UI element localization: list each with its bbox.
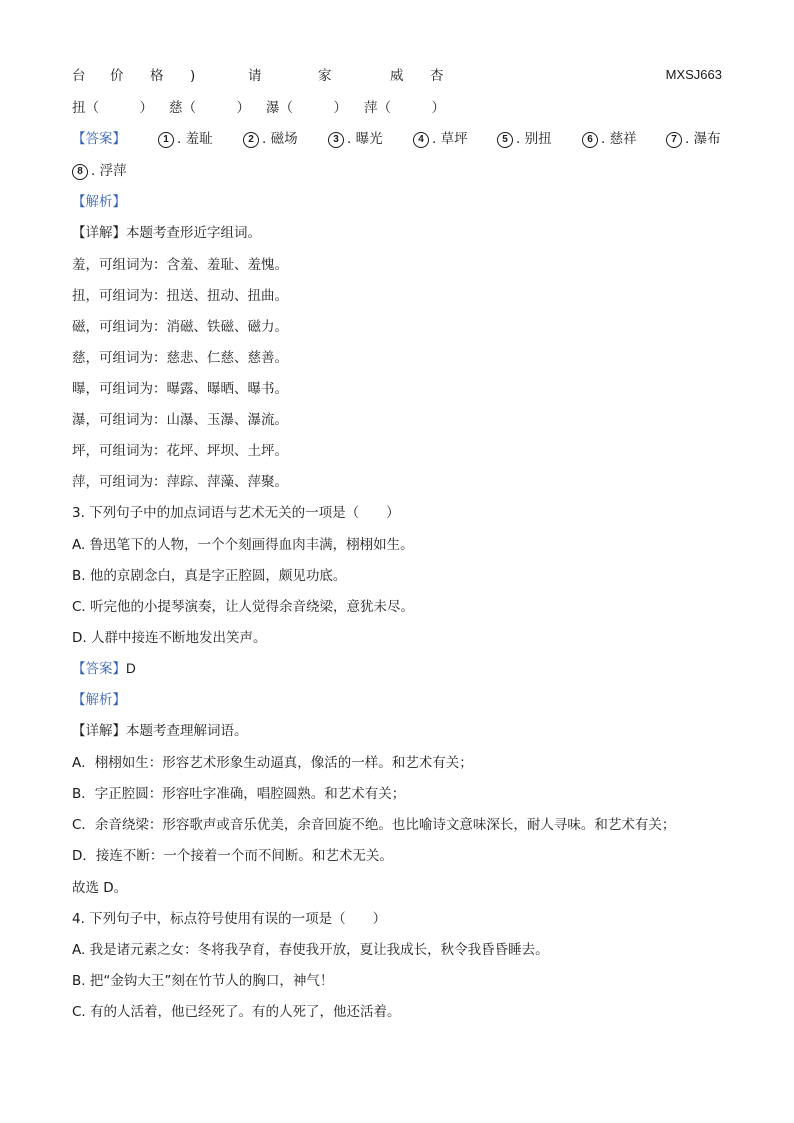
answer-item (328, 130, 383, 148)
answer-item (497, 130, 552, 148)
answer-item (243, 130, 298, 148)
answer-item (666, 130, 721, 148)
fill-blank-item: 萍（ ） (364, 100, 445, 116)
header-char: 杏 (430, 68, 444, 84)
option-b: B. 他的京剧念白，真是字正腔圆，颇见功底。 (72, 568, 347, 584)
answer-text: . 慈祥 (601, 131, 637, 147)
analysis-tag: 【解析】 (72, 692, 126, 708)
word-group-line: 羞，可组词为：含羞、羞耻、羞愧。 (72, 257, 288, 273)
detail-line: A．栩栩如生：形容艺术形象生动逼真，像活的一样。和艺术有关； (72, 755, 473, 771)
answer-item (158, 130, 213, 148)
circled-number: 1 (158, 132, 174, 148)
option-c: C. 听完他的小提琴演奏，让人觉得余音绕梁，意犹未尽。 (72, 599, 415, 615)
circled-number: 2 (243, 132, 259, 148)
circled-number: 6 (582, 132, 598, 148)
answer-item (582, 130, 637, 148)
answer-tag: 【答案】 (72, 661, 126, 677)
fill-blank-item: 瀑（ ） (266, 100, 347, 116)
option-d: D. 人群中接连不断地发出笑声。 (72, 630, 267, 646)
header-char: 请 (248, 68, 262, 84)
fill-blank-row (0, 99, 794, 117)
header-char: 威 (390, 68, 404, 84)
detail-line: D．接连不断：一个接着一个而不间断。和艺术无关。 (72, 848, 393, 864)
header-char: 家 (318, 68, 332, 84)
option-a: A. 我是诸元素之女：冬将我孕育，春使我开放，夏让我成长，秋令我昏昏睡去。 (72, 942, 549, 958)
q2-answer-row (0, 130, 794, 148)
answer-text: . 瀑布 (685, 131, 721, 147)
answer-item (72, 162, 127, 180)
detail-intro: 【详解】本题考查形近字组词。 (72, 225, 261, 241)
answer-text: . 羞耻 (177, 131, 213, 147)
answer-text: . 磁场 (262, 131, 298, 147)
detail-intro: 【详解】本题考查理解词语。 (72, 723, 248, 739)
word-group-line: 曝，可组词为：曝露、曝晒、曝书。 (72, 381, 288, 397)
word-group-line: 坪，可组词为：花坪、坪坝、土坪。 (72, 443, 288, 459)
fill-blank-item: 扭（ ） (72, 100, 153, 116)
header-char: ) (190, 68, 196, 84)
answer-text: . 草坪 (432, 131, 468, 147)
header-char: 台 (72, 68, 86, 84)
detail-line: B．字正腔圆：形容吐字准确，唱腔圆熟。和艺术有关； (72, 786, 406, 802)
header-char: 价 (110, 68, 124, 84)
header-char: 格 (150, 68, 164, 84)
option-b: B. 把“金钩大王”刻在竹节人的胸口，神气！ (72, 973, 334, 989)
detail-line: C．余音绕梁：形容歌声或音乐优美，余音回旋不绝。也比喻诗文意味深长，耐人寻味。和艺术有关； (72, 817, 676, 833)
circled-number: 8 (72, 164, 88, 180)
answer-text: . 曝光 (347, 131, 383, 147)
answer-text: . 浮萍 (91, 163, 127, 179)
answer-value: D (126, 661, 136, 676)
word-group-line: 慈，可组词为：慈悲、仁慈、慈善。 (72, 350, 288, 366)
option-a: A. 鲁迅笔下的人物，一个个刻画得血肉丰满，栩栩如生。 (72, 537, 414, 553)
word-group-line: 瀑，可组词为：山瀑、玉瀑、瀑流。 (72, 412, 288, 428)
document-code: MXSJ663 (665, 67, 722, 82)
word-group-line: 扭，可组词为：扭送、扭动、扭曲。 (72, 288, 288, 304)
circled-number: 4 (413, 132, 429, 148)
word-group-line: 磁，可组词为：消磁、铁磁、磁力。 (72, 319, 288, 335)
question-4: 4. 下列句子中，标点符号使用有误的一项是（ ） (72, 911, 387, 927)
circled-number: 7 (666, 132, 682, 148)
fill-blank-item: 慈（ ） (169, 100, 250, 116)
answer-text: . 别扭 (516, 131, 552, 147)
circled-number: 5 (497, 132, 513, 148)
option-c: C. 有的人活着，他已经死了。有的人死了，他还活着。 (72, 1004, 401, 1020)
answer-tag: 【答案】 (72, 131, 126, 147)
conclusion: 故选 D。 (72, 880, 128, 896)
question-3: 3. 下列句子中的加点词语与艺术无关的一项是（ ） (72, 505, 400, 521)
q3-answer-row (72, 660, 136, 678)
analysis-tag: 【解析】 (72, 194, 126, 210)
answer-item (413, 130, 468, 148)
word-group-line: 萍，可组词为：萍踪、萍藻、萍聚。 (72, 474, 288, 490)
circled-number: 3 (328, 132, 344, 148)
